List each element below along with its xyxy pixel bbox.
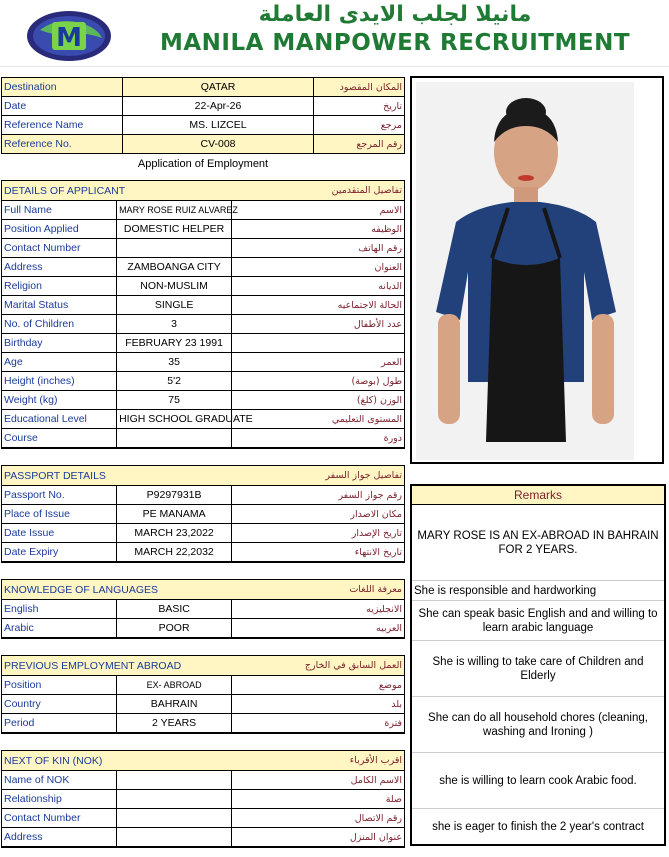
period-label: Period [2, 714, 117, 734]
applicant-heading-arabic: تفاصيل المتقدمين [232, 181, 405, 201]
address-arabic: العنوان [232, 258, 405, 277]
table-row [2, 277, 405, 296]
nok-contact-arabic: رقم الاتصال [232, 809, 405, 828]
top-info-table [1, 77, 405, 154]
nok-contact-label: Contact Number [2, 809, 117, 828]
age-value: 35 [117, 353, 232, 372]
country-label: Country [2, 695, 117, 714]
date-value: 22-Apr-26 [123, 97, 314, 116]
section-heading-passport [2, 466, 405, 486]
reference-no-value: CV-008 [123, 135, 314, 154]
section-heading-kin [2, 751, 405, 771]
marital-status-value: SINGLE [117, 296, 232, 315]
table-row [2, 78, 405, 97]
table-row [2, 239, 405, 258]
remark-item: She is willing to take care of Children and Elderly [412, 641, 664, 697]
applicant-photo [416, 82, 634, 460]
contact-number-label: Contact Number [2, 239, 117, 258]
table-row [2, 429, 405, 449]
table-row [2, 790, 405, 809]
nok-contact-value [117, 809, 232, 828]
section-heading-employment [2, 656, 405, 676]
position-applied-arabic: الوظيفه [232, 220, 405, 239]
reference-no-arabic: رقم المرجع [314, 135, 405, 154]
nok-address-label: Address [2, 828, 117, 848]
employment-heading: PREVIOUS EMPLOYMENT ABROAD [2, 656, 232, 676]
employment-table [1, 655, 405, 734]
date-arabic: تاريخ [314, 97, 405, 116]
table-row [2, 97, 405, 116]
passport-heading: PASSPORT DETAILS [2, 466, 232, 486]
table-row [2, 220, 405, 239]
children-value: 3 [117, 315, 232, 334]
height-label: Height (inches) [2, 372, 117, 391]
course-value [117, 429, 232, 449]
table-row [2, 600, 405, 619]
application-title: Application of Employment [137, 158, 269, 170]
table-row [2, 315, 405, 334]
nok-name-label: Name of NOK [2, 771, 117, 790]
table-row [2, 505, 405, 524]
header-divider [0, 66, 669, 67]
place-of-issue-label: Place of Issue [2, 505, 117, 524]
religion-label: Religion [2, 277, 117, 296]
course-label: Course [2, 429, 117, 449]
passport-no-value: P9297931B [117, 486, 232, 505]
address-label: Address [2, 258, 117, 277]
logo-letter: M [56, 23, 82, 53]
relationship-label: Relationship [2, 790, 117, 809]
table-row [2, 619, 405, 639]
english-value: BASIC [117, 600, 232, 619]
date-issue-value: MARCH 23,2022 [117, 524, 232, 543]
date-expiry-label: Date Expiry [2, 543, 117, 563]
marital-status-label: Marital Status [2, 296, 117, 315]
children-arabic: عدد الأطفال [232, 315, 405, 334]
children-label: No. of Children [2, 315, 117, 334]
applicant-table [1, 180, 405, 449]
passport-heading-arabic: تفاصيل جواز السفر [232, 466, 405, 486]
nok-address-value [117, 828, 232, 848]
arabic-company-title: مانيلا لجلب الايدى العاملة [258, 2, 532, 27]
date-expiry-value: MARCH 22,2032 [117, 543, 232, 563]
place-of-issue-value: PE MANAMA [117, 505, 232, 524]
height-arabic: طول (بوصة) [232, 372, 405, 391]
table-row [2, 201, 405, 220]
destination-value: QATAR [123, 78, 314, 97]
section-heading-languages [2, 580, 405, 600]
table-row [2, 486, 405, 505]
full-name-value: MARY ROSE RUIZ ALVAREZ [117, 201, 232, 220]
height-value: 5'2 [117, 372, 232, 391]
table-row [2, 695, 405, 714]
place-of-issue-arabic: مكان الاصدار [232, 505, 405, 524]
destination-arabic: المكان المقصود [314, 78, 405, 97]
nok-name-value [117, 771, 232, 790]
table-row [2, 135, 405, 154]
position-label: Position [2, 676, 117, 695]
remark-item: She is responsible and hardworking [412, 581, 664, 601]
relationship-value [117, 790, 232, 809]
person-silhouette-icon [416, 82, 634, 460]
remark-item: she is eager to finish the 2 year's contract [432, 821, 644, 833]
applicant-heading: DETAILS OF APPLICANT [2, 181, 232, 201]
kin-table [1, 750, 405, 848]
birthday-arabic [232, 334, 405, 353]
table-row [2, 391, 405, 410]
passport-no-label: Passport No. [2, 486, 117, 505]
birthday-label: Birthday [2, 334, 117, 353]
kin-heading: NEXT OF KIN (NOK) [2, 751, 232, 771]
section-heading-applicant [2, 181, 405, 201]
languages-heading-arabic: معرفة اللغات [232, 580, 405, 600]
table-row [2, 296, 405, 315]
period-arabic: فترة [232, 714, 405, 734]
country-arabic: بلد [232, 695, 405, 714]
table-row [2, 524, 405, 543]
position-applied-label: Position Applied [2, 220, 117, 239]
kin-heading-arabic: اقرب الأقرباء [232, 751, 405, 771]
remarks-panel [410, 484, 666, 846]
religion-arabic: الديانه [232, 277, 405, 296]
weight-arabic: الوزن (كلغ) [232, 391, 405, 410]
age-arabic: العمر [232, 353, 405, 372]
full-name-arabic: الاسم [232, 201, 405, 220]
arabic-label: Arabic [2, 619, 117, 639]
date-issue-arabic: تاريخ الإصدار [232, 524, 405, 543]
age-label: Age [2, 353, 117, 372]
english-arabic: الانجليزيه [232, 600, 405, 619]
remark-item: she is willing to learn cook Arabic food. [412, 753, 664, 809]
date-expiry-arabic: تاريخ الانتهاء [232, 543, 405, 563]
header [0, 0, 669, 68]
table-row [2, 828, 405, 848]
table-row [2, 410, 405, 429]
nok-name-arabic: الاسم الكامل [232, 771, 405, 790]
table-row [2, 116, 405, 135]
education-label: Educational Level [2, 410, 117, 429]
passport-no-arabic: رقم جواز السفر [232, 486, 405, 505]
reference-name-label: Reference Name [2, 116, 123, 135]
company-logo [26, 10, 112, 62]
reference-name-arabic: مرجع [314, 116, 405, 135]
employment-heading-arabic: العمل السابق في الخارج [232, 656, 405, 676]
english-label: English [2, 600, 117, 619]
table-row [2, 372, 405, 391]
table-row [2, 809, 405, 828]
table-row [2, 714, 405, 734]
course-arabic: دورة [232, 429, 405, 449]
reference-no-label: Reference No. [2, 135, 123, 154]
contact-number-arabic: رقم الهاتف [232, 239, 405, 258]
remarks-heading: Remarks [412, 486, 664, 505]
position-value: EX- ABROAD [117, 676, 232, 695]
education-arabic: المستوى التعليمي [232, 410, 405, 429]
english-company-title: MANILA MANPOWER RECRUITMENT [159, 30, 631, 56]
languages-heading: KNOWLEDGE OF LANGUAGES [2, 580, 232, 600]
applicant-photo-frame [410, 76, 664, 464]
table-row [2, 543, 405, 563]
table-row [2, 353, 405, 372]
contact-number-value [117, 239, 232, 258]
date-issue-label: Date Issue [2, 524, 117, 543]
period-value: 2 YEARS [117, 714, 232, 734]
passport-table [1, 465, 405, 563]
relationship-arabic: صلة [232, 790, 405, 809]
marital-status-arabic: الحالة الاجتماعيه [232, 296, 405, 315]
arabic-value: POOR [117, 619, 232, 639]
table-row [2, 771, 405, 790]
country-value: BAHRAIN [117, 695, 232, 714]
weight-label: Weight (kg) [2, 391, 117, 410]
nok-address-arabic: عنوان المنزل [232, 828, 405, 848]
remark-item: She can do all household chores (cleaning, washing and Ironing ) [412, 697, 664, 753]
position-applied-value: DOMESTIC HELPER [117, 220, 232, 239]
position-arabic: موضع [232, 676, 405, 695]
table-row [2, 676, 405, 695]
full-name-label: Full Name [2, 201, 117, 220]
birthday-value: FEBRUARY 23 1991 [117, 334, 232, 353]
date-label: Date [2, 97, 123, 116]
remark-item: MARY ROSE IS AN EX-ABROAD IN BAHRAIN FOR 2 YEARS. [412, 505, 664, 581]
education-value: HIGH SCHOOL GRADUATE [117, 410, 232, 429]
arabic-arabic: العربيه [232, 619, 405, 639]
weight-value: 75 [117, 391, 232, 410]
remark-item: She can speak basic English and and willing to learn arabic language [412, 601, 664, 641]
destination-label: Destination [2, 78, 123, 97]
table-row [2, 334, 405, 353]
address-value: ZAMBOANGA CITY [117, 258, 232, 277]
religion-value: NON-MUSLIM [117, 277, 232, 296]
table-row [2, 258, 405, 277]
languages-table [1, 579, 405, 639]
reference-name-value: MS. LIZCEL [123, 116, 314, 135]
